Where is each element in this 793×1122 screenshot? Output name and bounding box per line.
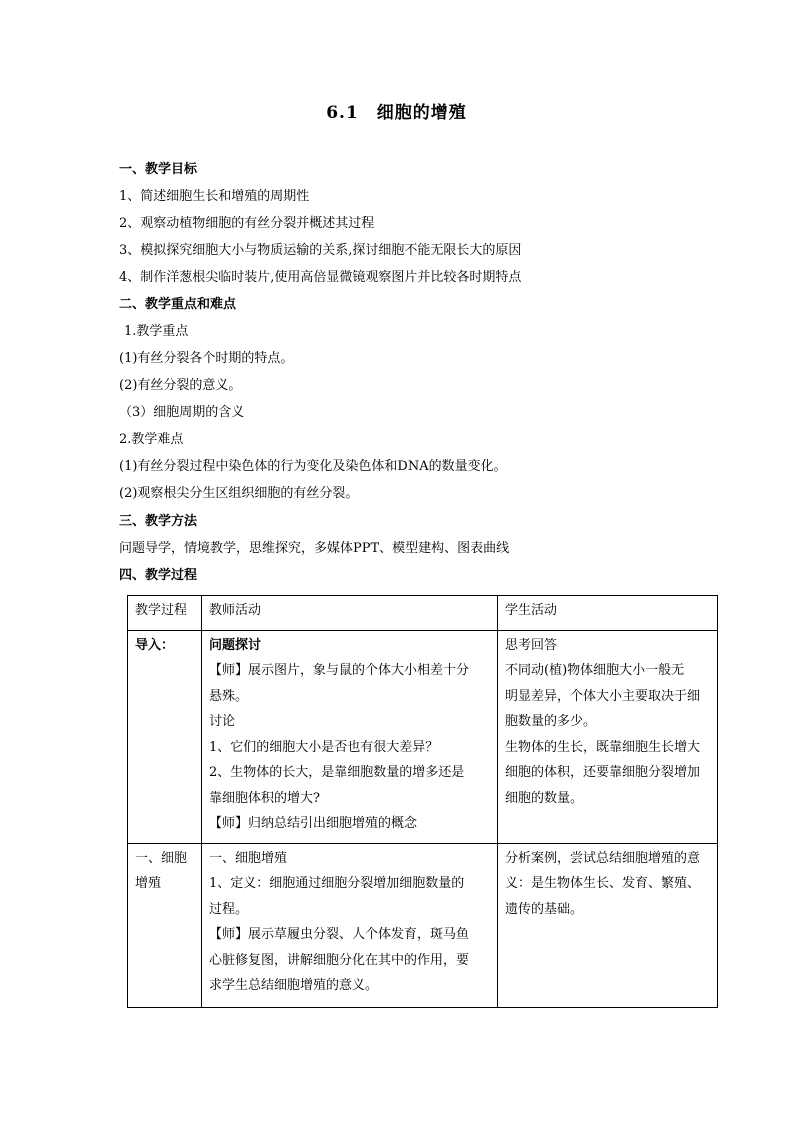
student-cell — [498, 630, 718, 843]
stage-cell — [128, 843, 202, 1007]
table-row — [128, 630, 718, 843]
stage-line: 一、细胞 — [135, 850, 188, 866]
teacher-line: 一、细胞增殖 — [209, 850, 288, 866]
methods-heading: 三、教学方法 — [119, 514, 198, 529]
key-point-item: (2)有丝分裂的意义。 — [119, 378, 242, 393]
objective-item: 2、观察动植物细胞的有丝分裂并概述其过程 — [119, 216, 375, 231]
header-cell: 学生活动 — [498, 596, 718, 631]
teacher-line: 心脏修复图，讲解细胞分化在其中的作用，要 — [209, 952, 470, 968]
header-cell: 教师活动 — [202, 596, 498, 631]
student-line: 胞数量的多少。 — [505, 714, 597, 729]
objective-item: 1、简述细胞生长和增殖的周期性 — [119, 189, 310, 204]
student-line: 分析案例，尝试总结细胞增殖的意 — [505, 850, 701, 866]
keypoints-heading: 二、教学重点和难点 — [119, 297, 237, 312]
difficulty-label: 2.教学难点 — [119, 432, 184, 447]
teacher-line: 【师】展示图片，象与鼠的个体大小相差十分 — [209, 663, 470, 678]
teacher-line: 悬殊。 — [209, 688, 249, 704]
student-line: 细胞的数量。 — [505, 790, 584, 806]
teacher-line: 【师】归纳总结引出细胞增殖的概念 — [209, 816, 418, 831]
key-point-item: (1)有丝分裂各个时期的特点。 — [119, 351, 294, 366]
teacher-line: 1、它们的细胞大小是否也有很大差异？ — [209, 739, 439, 755]
key-point-item: （3）细胞周期的含义 — [119, 405, 245, 420]
student-line: 不同动(植)物体细胞大小一般无 — [505, 663, 685, 678]
process-table — [127, 595, 718, 1008]
teacher-line: 过程。 — [209, 901, 249, 917]
stage-cell: 导入： — [128, 630, 202, 843]
stage-line: 增殖 — [135, 876, 162, 891]
table-header-row — [128, 596, 718, 631]
student-line: 思考回答 — [505, 637, 558, 653]
teacher-line: 1、定义：细胞通过细胞分裂增加细胞数量的 — [209, 876, 465, 891]
student-line: 遗传的基础。 — [505, 901, 584, 917]
student-line: 义：是生物体生长、发育、繁殖、 — [505, 876, 701, 891]
methods-text: 问题导学，情境教学，思维探究，多媒体PPT、模型建构、图表曲线 — [119, 541, 510, 556]
table-row — [128, 843, 718, 1007]
process-heading: 四、教学过程 — [119, 568, 198, 583]
student-line: 生物体的生长，既靠细胞生长增大 — [505, 739, 701, 755]
key-points-label: 1.教学重点 — [124, 324, 189, 339]
teacher-line: 靠细胞体积的增大? — [209, 790, 320, 806]
student-line: 细胞的体积，还要靠细胞分裂增加 — [505, 765, 701, 780]
objectives-heading: 一、教学目标 — [119, 162, 198, 177]
objective-item: 4、制作洋葱根尖临时装片,使用高倍显微镜观察图片并比较各时期特点 — [119, 270, 522, 285]
difficulty-item: (2)观察根尖分生区组织细胞的有丝分裂。 — [119, 486, 359, 501]
header-cell: 教学过程 — [128, 596, 202, 631]
teacher-line: 求学生总结细胞增殖的意义。 — [209, 978, 379, 993]
teacher-line: 2、生物体的长大，是靠细胞数量的增多还是 — [209, 765, 465, 780]
objective-item: 3、模拟探究细胞大小与物质运输的关系,探讨细胞不能无限长大的原因 — [119, 243, 522, 258]
teacher-cell — [202, 843, 498, 1007]
teacher-title: 问题探讨 — [209, 637, 262, 653]
difficulty-item: (1)有丝分裂过程中染色体的行为变化及染色体和DNA的数量变化。 — [119, 459, 507, 474]
teacher-line: 【师】展示草履虫分裂、人个体发育，斑马鱼 — [209, 927, 470, 942]
student-line: 明显差异，个体大小主要取决于细 — [505, 688, 701, 704]
teacher-line: 讨论 — [209, 714, 236, 729]
teacher-cell — [202, 630, 498, 843]
page-title: 6.1 细胞的增殖 — [326, 103, 467, 123]
student-cell — [498, 843, 718, 1007]
